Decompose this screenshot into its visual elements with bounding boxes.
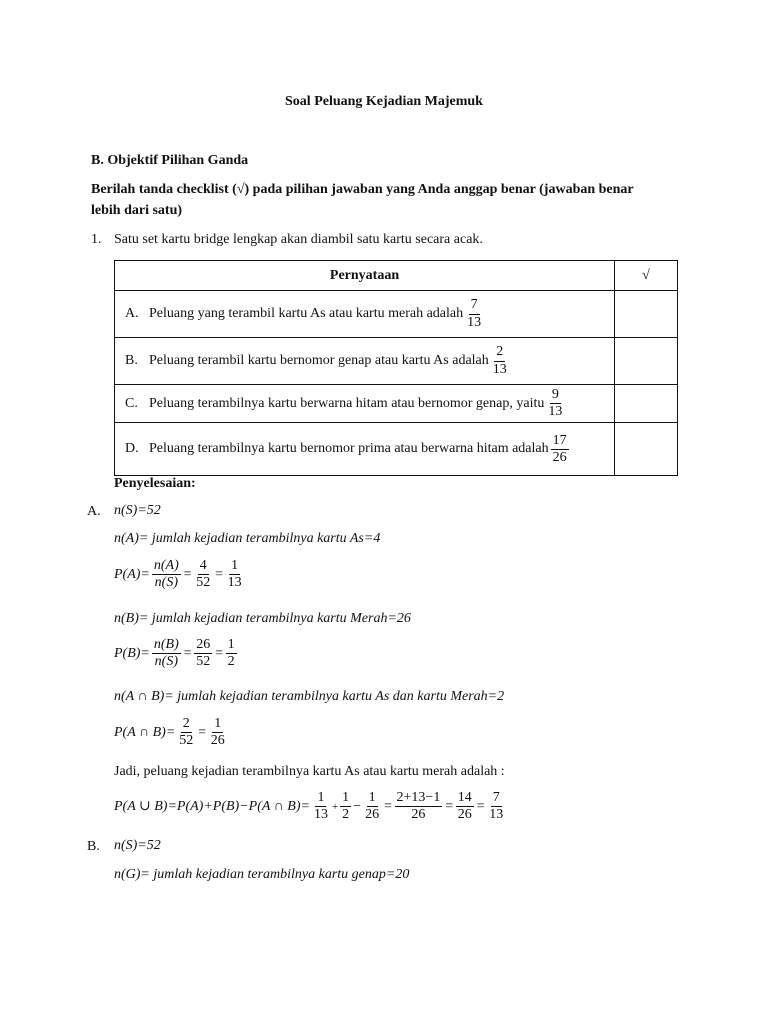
instruction-line-2: lebih dari satu) <box>91 203 183 218</box>
option-label: A. <box>125 306 139 321</box>
table-row <box>115 338 678 385</box>
answer-table <box>114 260 678 476</box>
question-text: Satu set kartu bridge lengkap akan diambil satu kartu secara acak. <box>114 232 483 247</box>
option-text: Peluang yang terambil kartu As atau kartu merah adalah <box>149 306 464 321</box>
option-fraction: $\frac{9}{13}$ <box>548 387 563 420</box>
instruction-line-1: Berilah tanda checklist (√) pada pilihan jawaban yang Anda anggap benar (jawaban benar <box>91 182 634 197</box>
equation-n-b: n(B)= jumlah kejadian terambilnya kartu Merah=26 <box>114 611 411 626</box>
part-a-label: A. <box>87 504 101 519</box>
document-title: Soal Peluang Kejadian Majemuk <box>285 94 483 109</box>
equation-n-s: n(S)=52 <box>114 503 161 518</box>
option-text: Peluang terambil kartu bernomor genap atau kartu As adalah <box>149 353 489 368</box>
option-fraction: $\frac{2}{13}$ <box>492 344 507 377</box>
option-text: Peluang terambilnya kartu berwarna hitam atau bernomor genap, yaitu <box>149 395 545 411</box>
option-fraction: $\frac{17}{26}$ <box>552 432 567 465</box>
equation-p-b: P(B)= $\frac{n(B)}{n(S)}$ = $\frac{26}{52}$ = $\frac{1}{2}$ <box>114 637 235 670</box>
conclusion-text: Jadi, peluang kejadian terambilnya kartu As atau kartu merah adalah : <box>114 764 505 779</box>
option-fraction: $\frac{7}{13}$ <box>467 297 482 330</box>
option-text: Peluang terambilnya kartu bernomor prima atau berwarna hitam adalah <box>149 441 549 457</box>
header-check: √ <box>615 261 678 291</box>
equation-n-a: n(A)= jumlah kejadian terambilnya kartu As=4 <box>114 531 381 546</box>
part-b-label: B. <box>87 839 100 854</box>
option-label: B. <box>125 353 138 368</box>
check-cell-c[interactable] <box>615 385 678 423</box>
solution-heading: Penyelesaian: <box>114 476 196 491</box>
table-header-row <box>115 261 678 291</box>
equation-p-a: P(A)= $\frac{n(A)}{n(S)}$ = $\frac{4}{52}$ = $\frac{1}{13}$ <box>114 558 242 591</box>
option-label: C. <box>125 395 138 411</box>
equation-n-a-and-b: n(A ∩ B)= jumlah kejadian terambilnya kartu As dan kartu Merah=2 <box>114 689 505 704</box>
equation-n-s-b: n(S)=52 <box>114 838 161 853</box>
equation-n-g: n(G)= jumlah kejadian terambilnya kartu genap=20 <box>114 867 410 882</box>
table-row <box>115 385 678 423</box>
equation-p-a-and-b: P(A ∩ B)= $\frac{2}{52}$ = $\frac{1}{26}$ <box>114 716 225 749</box>
section-heading: B. Objektif Pilihan Ganda <box>91 153 249 168</box>
equation-p-a-or-b: P(A ∪ B)=P(A)+P(B)−P(A ∩ B)= $\frac{1}{13}$ + $\frac{1}{2}$ − $\frac{1}{26}$ = $\frac{2+13-1}{26}$ = $\frac{14}{26}$ = $\frac{7}{13}$ <box>114 790 504 823</box>
option-label: D. <box>125 441 139 457</box>
question-number: 1. <box>91 232 102 247</box>
check-cell-d[interactable] <box>615 423 678 476</box>
check-cell-a[interactable] <box>615 291 678 338</box>
table-row <box>115 423 678 476</box>
table-row <box>115 291 678 338</box>
header-statement: Pernyataan <box>115 261 615 291</box>
check-cell-b[interactable] <box>615 338 678 385</box>
